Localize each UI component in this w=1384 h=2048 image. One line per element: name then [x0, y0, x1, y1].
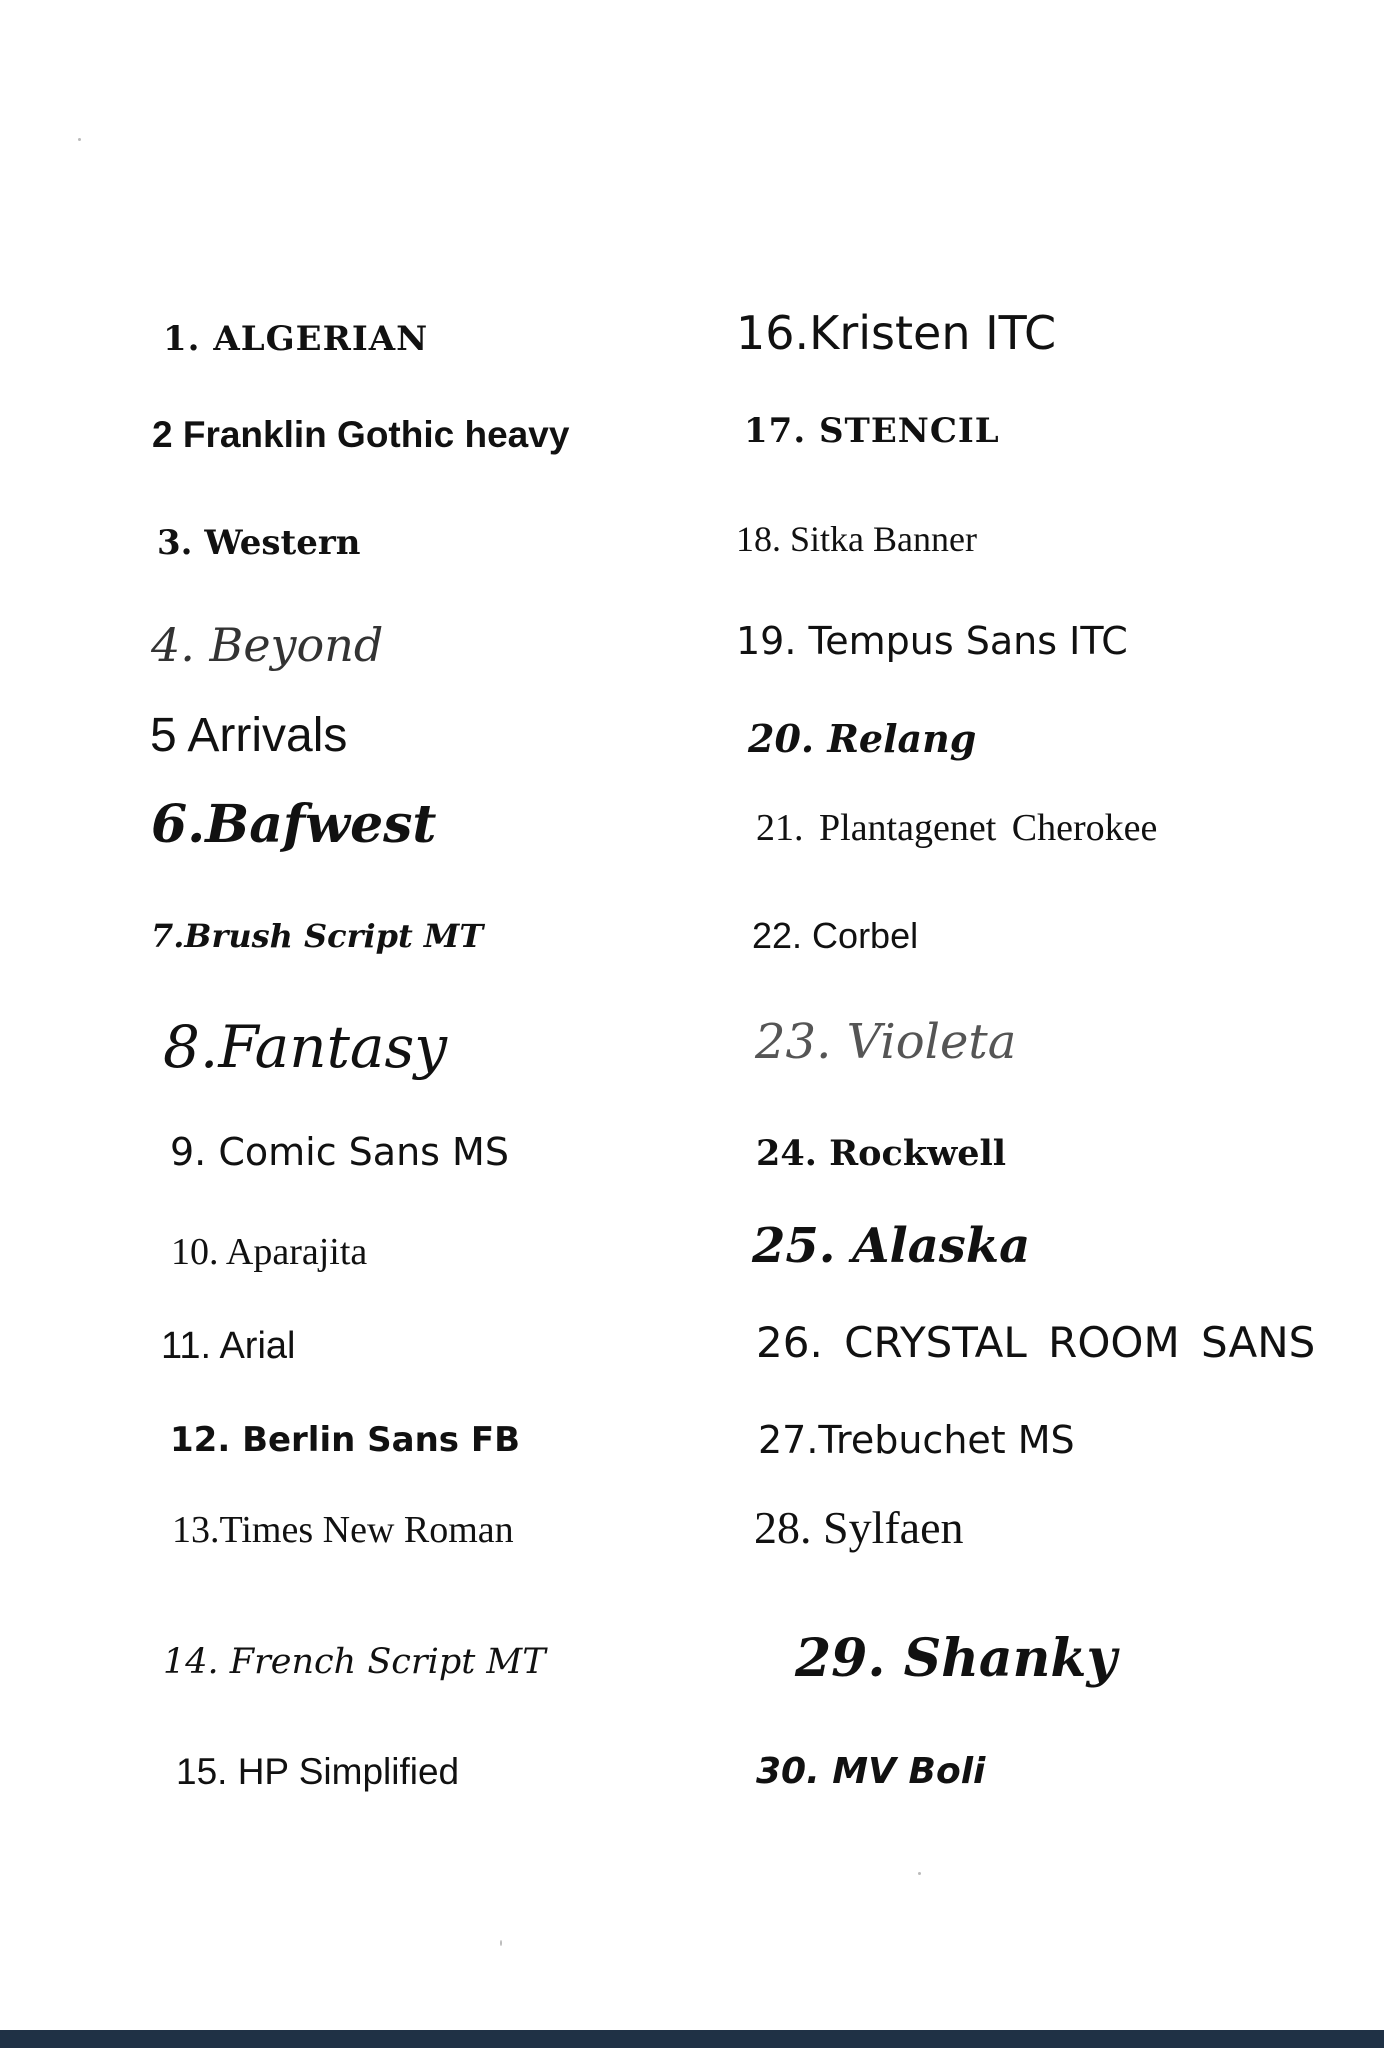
font-item-28: 28. Sylfaen	[754, 1502, 964, 1553]
scan-speck	[78, 138, 81, 141]
font-item-1: 1. ALGERIAN	[163, 319, 429, 359]
font-item-7: 7.Brush Script MT	[151, 917, 484, 955]
font-item-5: 5 Arrivals	[150, 709, 348, 762]
font-item-20: 20. Relang	[748, 716, 977, 761]
font-item-24: 24. Rockwell	[756, 1133, 1007, 1174]
font-item-12: 12. Berlin Sans FB	[170, 1420, 521, 1460]
scan-speck	[500, 1940, 502, 1946]
font-item-13: 13.Times New Roman	[172, 1509, 514, 1551]
font-item-3: 3. Western	[157, 523, 361, 563]
font-item-10: 10. Aparajita	[171, 1231, 368, 1273]
font-item-14: 14. French Script MT	[163, 1642, 546, 1682]
font-item-9: 9. Comic Sans MS	[170, 1130, 509, 1174]
font-item-4: 4. Beyond	[151, 618, 384, 672]
font-item-30: 30. MV Boli	[756, 1751, 986, 1792]
font-item-27: 27.Trebuchet MS	[758, 1418, 1075, 1462]
font-item-16: 16.Kristen ITC	[736, 306, 1057, 360]
font-item-29: 29. Shanky	[795, 1628, 1117, 1689]
font-item-22: 22. Corbel	[752, 915, 919, 956]
font-item-25: 25. Alaska	[752, 1218, 1031, 1274]
font-item-23: 23. Violeta	[755, 1014, 1017, 1070]
font-item-19: 19. Tempus Sans ITC	[736, 619, 1128, 663]
font-item-15: 15. HP Simplified	[176, 1751, 460, 1792]
font-item-8: 8.Fantasy	[163, 1013, 447, 1081]
font-item-17: 17. STENCIL	[744, 411, 1000, 451]
bottom-bar	[0, 2030, 1384, 2048]
font-item-18: 18. Sitka Banner	[736, 519, 977, 559]
scan-speck	[918, 1872, 921, 1875]
font-item-26: 26. CRYSTAL ROOM SANS	[756, 1318, 1316, 1367]
font-item-21: 21. Plantagenet Cherokee	[756, 807, 1158, 849]
font-item-6: 6.Bafwest	[151, 794, 437, 855]
font-item-2: 2 Franklin Gothic heavy	[152, 414, 570, 455]
font-item-11: 11. Arial	[161, 1325, 296, 1367]
